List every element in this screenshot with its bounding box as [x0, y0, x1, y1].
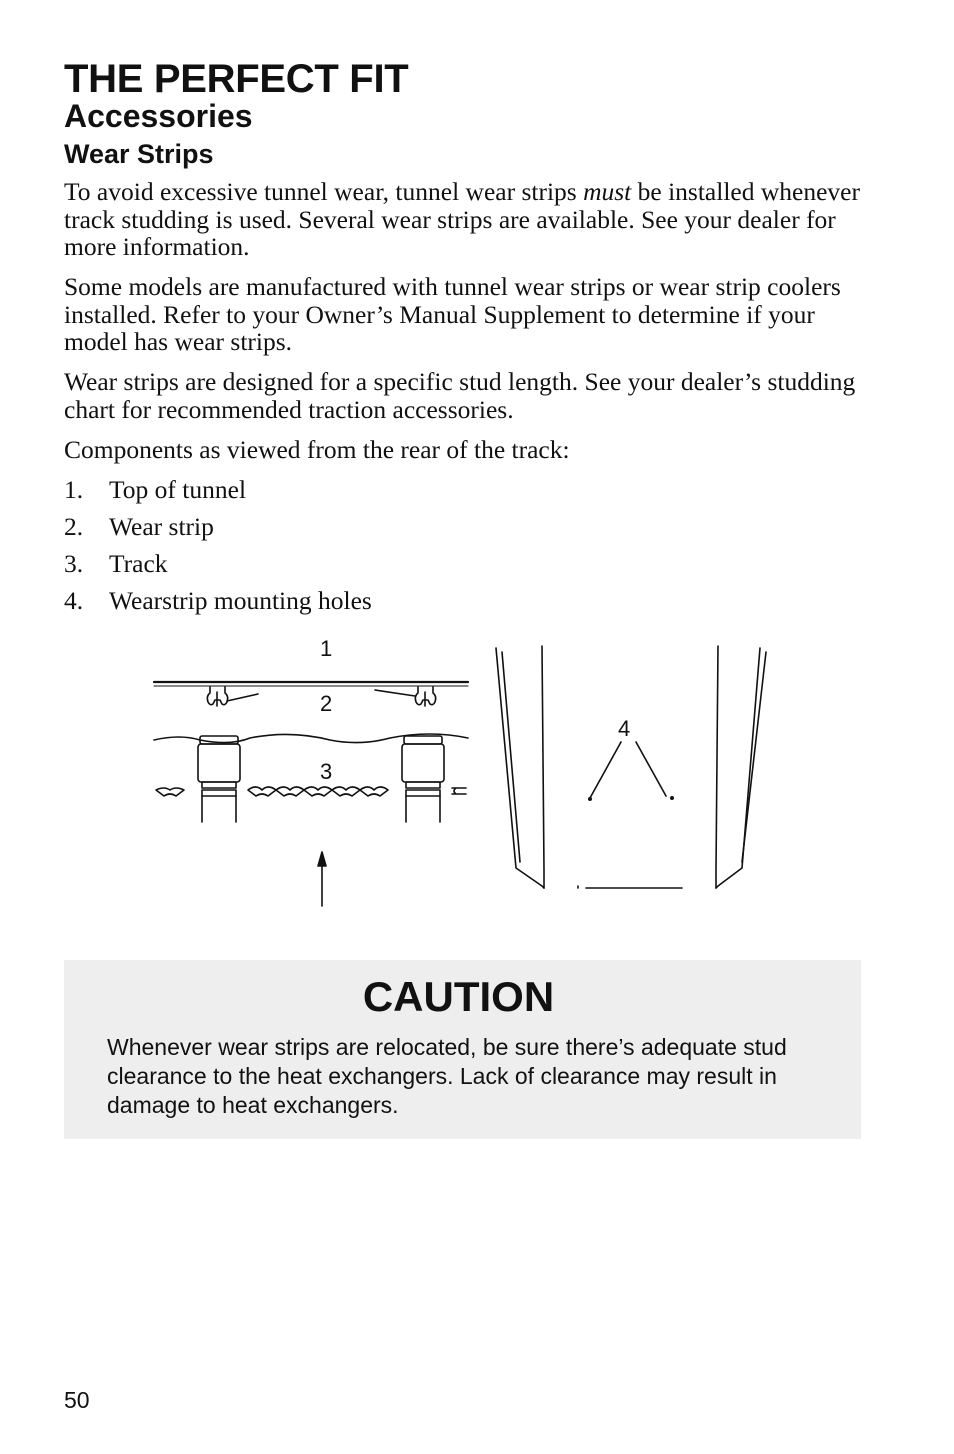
list-item-text: Track: [109, 549, 168, 578]
list-item-text: Wearstrip mounting holes: [109, 586, 372, 615]
paragraph-1-start: To avoid excessive tunnel wear, tunnel wear strips: [64, 177, 584, 206]
tunnel-rear-view: [496, 646, 766, 888]
wear-strip-clip-right: [375, 687, 436, 706]
list-item-text: Top of tunnel: [109, 475, 247, 504]
wear-strip-diagram-svg: [140, 630, 800, 920]
view-direction-arrowhead: [318, 852, 326, 866]
track-clip-left: [198, 736, 240, 822]
wear-strip-clip-left: [207, 687, 258, 706]
paragraph-1-end: be installed whenever track studding is used. Several wear strips are available. See your dealer for more information.: [64, 177, 860, 261]
list-item-number: 4.: [64, 586, 84, 615]
list-item: [64, 476, 372, 513]
callout-label-3: 3: [320, 759, 333, 784]
list-item: [64, 513, 372, 550]
components-list: [64, 476, 372, 624]
caution-box: [64, 960, 861, 1139]
wear-strip-diagram: [140, 630, 800, 920]
paragraph-stud-length: Wear strips are designed for a specific stud length. See your dealer’s studding chart for recommended traction accessories.: [64, 367, 856, 424]
track-clip-right: [402, 736, 444, 822]
list-item: [64, 550, 372, 587]
callout-label-1: 1: [320, 636, 333, 661]
paragraph-factory-installed: Some models are manufactured with tunnel wear strips or wear strip coolers installed. Refer to your Owner’s Manual Supplement to determine if your model has wear strips.: [64, 272, 841, 356]
subsection-heading: Wear Strips: [64, 139, 214, 169]
list-item: [64, 587, 372, 624]
caution-title: CAUTION: [362, 973, 555, 1020]
page-title: THE PERFECT FIT: [64, 57, 409, 101]
list-item-number: 3.: [64, 549, 84, 578]
mounting-hole-leader-left: [590, 742, 621, 798]
mounting-hole-leader-right: [636, 742, 666, 796]
paragraph-wear-strips-required: [64, 178, 864, 261]
paragraph-components-intro: Components as viewed from the rear of the track:: [64, 435, 570, 464]
section-heading: Accessories: [64, 98, 253, 134]
page-number: 50: [64, 1387, 90, 1413]
list-item-text: Wear strip: [109, 512, 214, 541]
list-item-number: 1.: [64, 475, 84, 504]
emphasis-must: must: [583, 177, 632, 206]
list-item-number: 2.: [64, 512, 84, 541]
caution-text: Whenever wear strips are relocated, be sure there’s adequate stud clearance to the heat exchangers. Lack of clearance may result in damage to heat exchangers.: [107, 1034, 787, 1118]
callout-label-2: 2: [320, 691, 333, 716]
callout-label-4: 4: [618, 716, 631, 741]
